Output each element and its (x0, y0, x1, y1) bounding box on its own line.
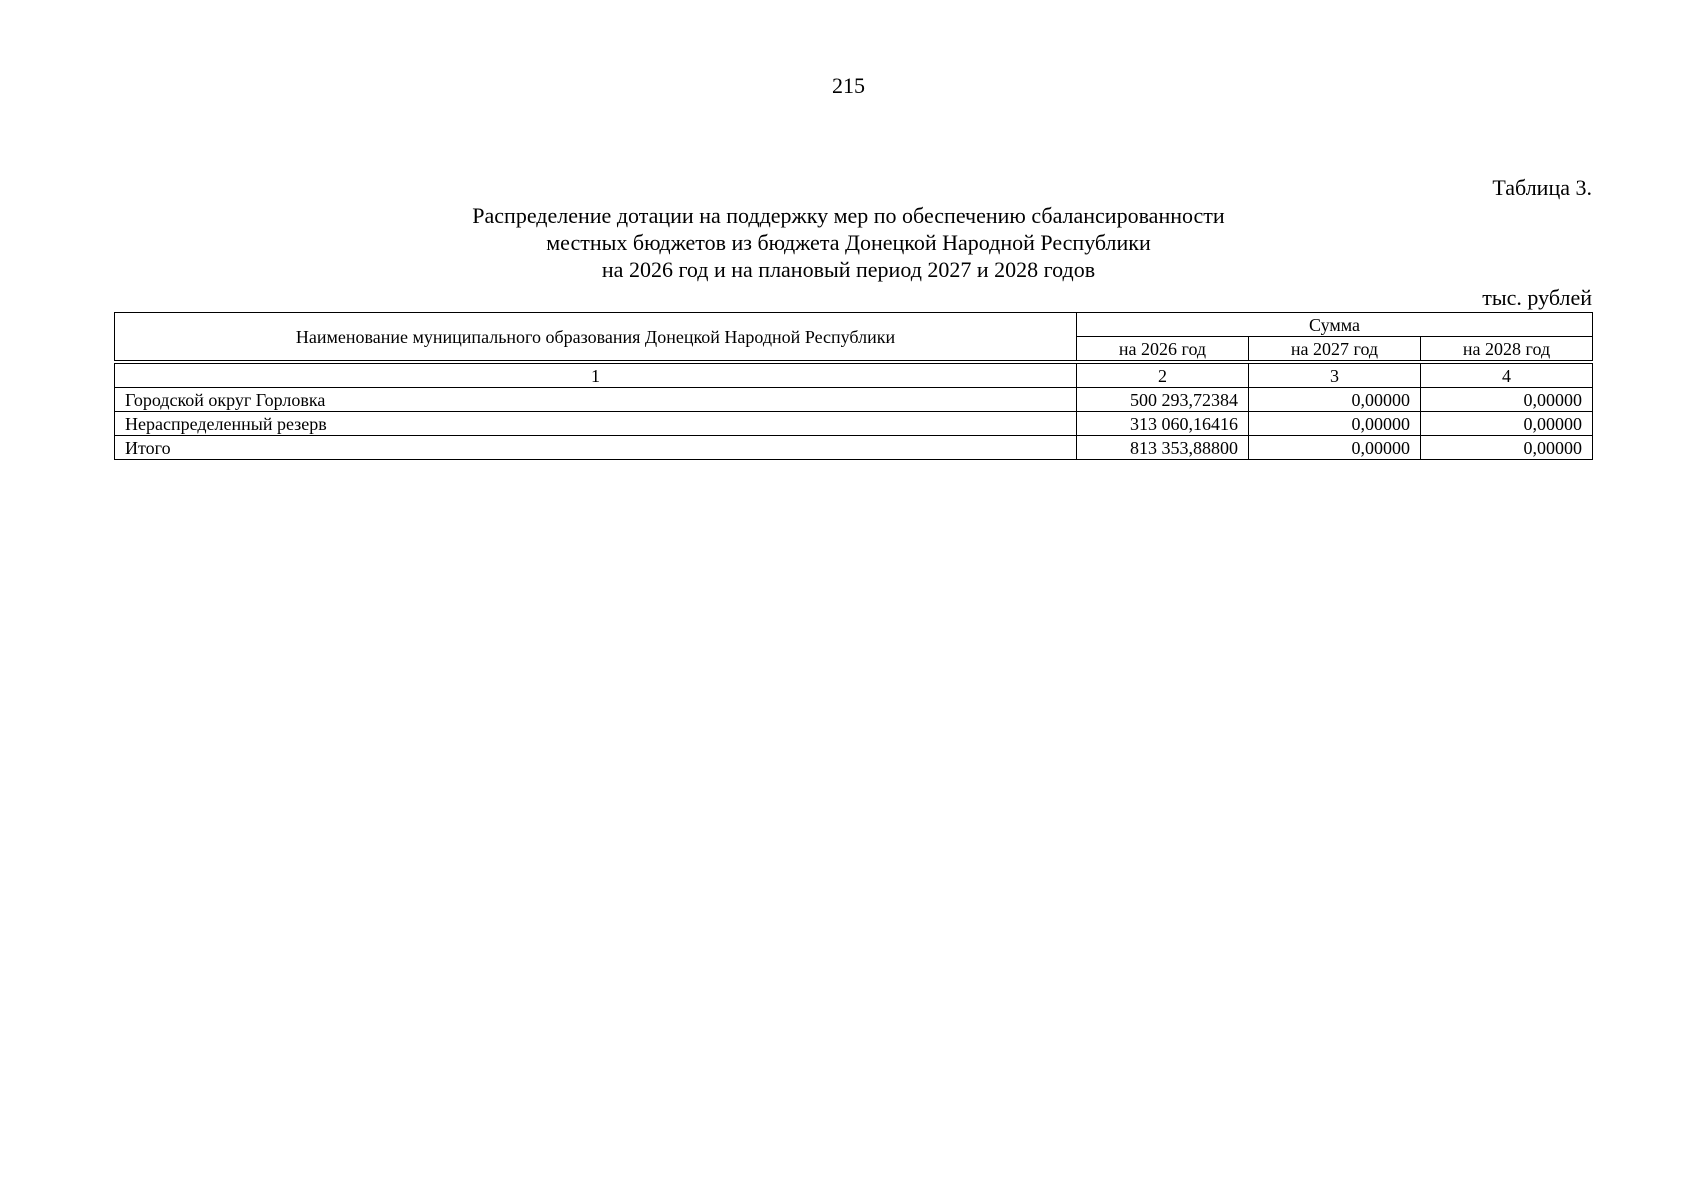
column-number-1: 1 (115, 364, 1077, 388)
total-row (115, 436, 1593, 460)
row-value-2028: 0,00000 (1421, 388, 1593, 412)
row-name: Нераспределенный резерв (115, 412, 1077, 436)
header-name-column: Наименование муниципального образования Донецкой Народной Республики (115, 313, 1077, 361)
header-year-2027: на 2027 год (1249, 337, 1421, 361)
header-sum-group: Сумма (1077, 313, 1593, 337)
row-value-2027: 0,00000 (1249, 412, 1421, 436)
column-number-2: 2 (1077, 364, 1249, 388)
header-row-1 (115, 313, 1593, 337)
row-value-2026: 313 060,16416 (1077, 412, 1249, 436)
header-year-2026: на 2026 год (1077, 337, 1249, 361)
column-number-3: 3 (1249, 364, 1421, 388)
table-title-line-2: местных бюджетов из бюджета Донецкой Народной Республики (546, 230, 1151, 255)
row-value-2028: 0,00000 (1421, 412, 1593, 436)
table-title-line-3: на 2026 год и на плановый период 2027 и 2028 годов (601, 257, 1096, 282)
row-name: Городской округ Горловка (115, 388, 1077, 412)
row-value-2026: 500 293,72384 (1077, 388, 1249, 412)
table-row (115, 412, 1593, 436)
table-row (115, 388, 1593, 412)
row-value-2027: 0,00000 (1249, 436, 1421, 460)
budget-table (114, 312, 1593, 460)
row-value-2026: 813 353,88800 (1077, 436, 1249, 460)
row-name: Итого (115, 436, 1077, 460)
column-number-row (115, 364, 1593, 388)
table-title-line-1: Распределение дотации на поддержку мер по обеспечению сбалансированности (472, 203, 1225, 228)
column-number-4: 4 (1421, 364, 1593, 388)
header-year-2028: на 2028 год (1421, 337, 1593, 361)
row-value-2027: 0,00000 (1249, 388, 1421, 412)
page-number: 215 (832, 73, 865, 98)
row-value-2028: 0,00000 (1421, 436, 1593, 460)
table-title (0, 202, 1697, 283)
units-label: тыс. рублей (1482, 285, 1592, 310)
table-label: Таблица 3. (1492, 175, 1592, 200)
